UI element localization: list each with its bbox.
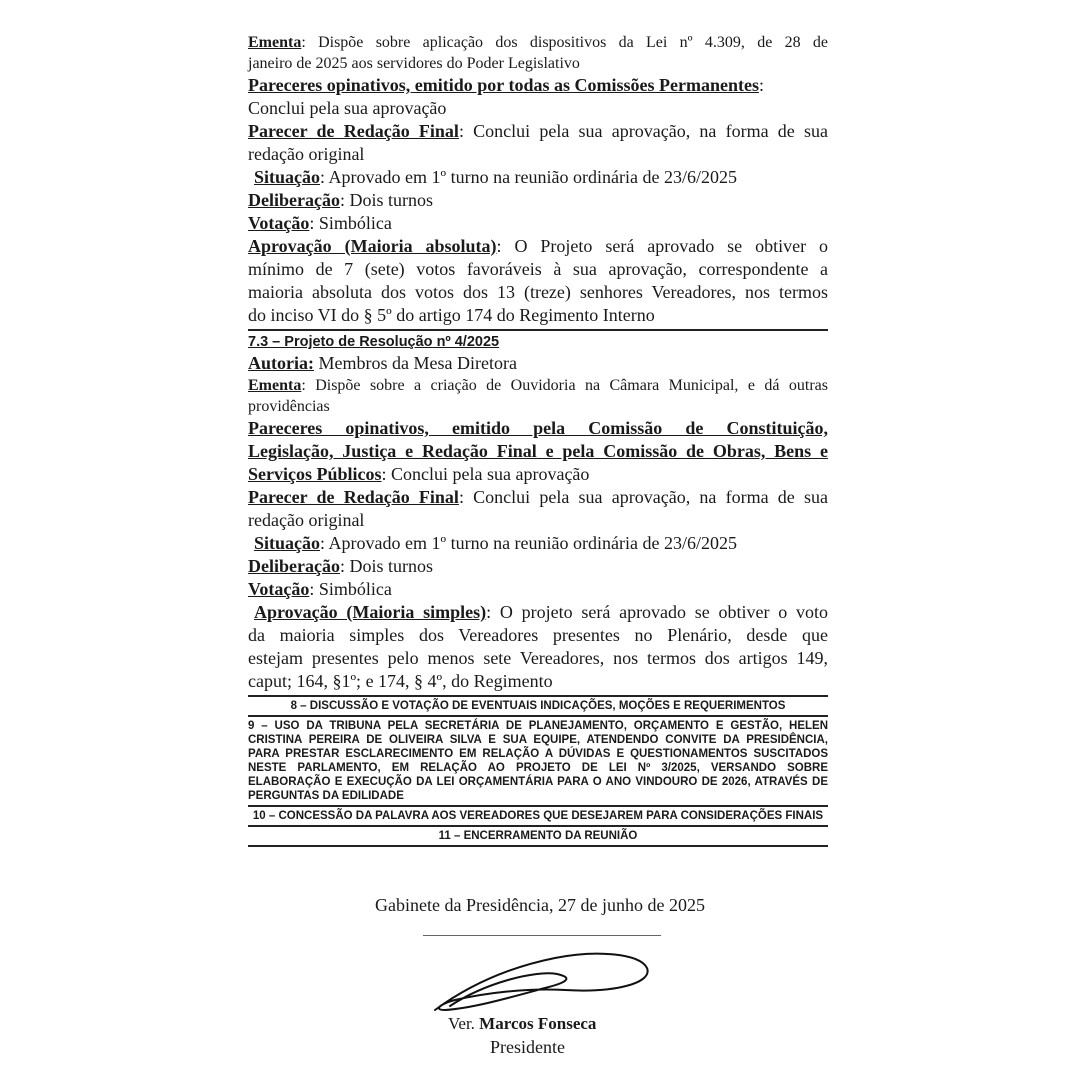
section-9-line: 9 – USO DA TRIBUNA PELA SECRETÁRIA DE PLANEJAMENTO, ORÇAMENTO E GESTÃO, HELEN	[248, 720, 828, 732]
section-9-text	[248, 719, 828, 803]
redacao-line: Parecer de Redação Final: Conclui pela sua aprovação, na forma de sua	[248, 121, 829, 141]
redacao-line: Parecer de Redação Final: Conclui pela sua aprovação, na forma de sua	[248, 487, 829, 507]
aprovacao-label: Aprovação (Maioria absoluta)	[248, 236, 497, 256]
autoria-label: Autoria:	[248, 353, 314, 373]
section-9-line: CRISTINA PEREIRA DE OLIVEIRA SILVA E SUA EQUIPE, ATENDENDO CONVITE DA PRESIDÊNCIA,	[248, 734, 828, 746]
signature-image	[425, 938, 655, 1020]
votacao-line: Votação: Simbólica	[248, 213, 392, 233]
deliberacao-label: Deliberação	[248, 190, 340, 210]
pareceres-label-2: Legislação, Justiça e Redação Final e pela Comissão de Obras, Bens e	[248, 441, 828, 461]
votacao-label: Votação	[248, 579, 310, 599]
situacao-label: Situação	[254, 167, 321, 187]
redacao-label: Parecer de Redação Final	[248, 121, 459, 141]
ementa-line: Ementa: Dispõe sobre aplicação dos dispositivos da Lei nº 4.309, de 28 de	[248, 34, 828, 51]
section-8-heading: 8 – DISCUSSÃO E VOTAÇÃO DE EVENTUAIS INDICAÇÕES, MOÇÕES E REQUERIMENTOS	[290, 700, 786, 712]
aprovacao-line-2: mínimo de 7 (sete) votos favoráveis à sua aprovação, correspondente a	[248, 259, 828, 279]
ementa-line-2: janeiro de 2025 aos servidores do Poder Legislativo	[248, 55, 580, 72]
ementa-line: Ementa: Dispõe sobre a criação de Ouvidoria na Câmara Municipal, e dá outras	[248, 377, 828, 394]
pareceres-line-3: Serviços Públicos: Conclui pela sua aprovação	[248, 464, 590, 484]
document-page	[248, 32, 828, 849]
pareceres-line: Pareceres opinativos, emitido por todas as Comissões Permanentes:	[248, 75, 764, 95]
pareceres-label-1: Pareceres opinativos, emitido pela Comissão de Constituição,	[248, 418, 828, 438]
redacao-label: Parecer de Redação Final	[248, 487, 459, 507]
aprovacao-label: Aprovação (Maioria simples)	[254, 602, 487, 622]
section-9-line: ELABORAÇÃO E EXECUÇÃO DA LEI ORÇAMENTÁRIA PARA O ANO VINDOURO DE 2026, ATRAVÉS DE	[248, 776, 828, 788]
section-9-line: PARA PRESTAR ESCLARECIMENTO EM RELAÇÃO A DÚVIDAS E QUESTIONAMENTOS SUSCITADOS	[248, 748, 828, 760]
pareceres-label-3: Serviços Públicos	[248, 464, 382, 484]
aprovacao-line-3: maioria absoluta dos votos dos 13 (treze) senhores Vereadores, nos termos	[248, 282, 828, 302]
divider	[248, 805, 828, 807]
situacao-label: Situação	[254, 533, 321, 553]
divider	[248, 845, 828, 847]
situacao-line: Situação: Aprovado em 1º turno na reunião ordinária de 23/6/2025	[254, 533, 737, 553]
divider	[248, 695, 828, 697]
situacao-line: Situação: Aprovado em 1º turno na reunião ordinária de 23/6/2025	[254, 167, 737, 187]
section-7-3-heading: 7.3 – Projeto de Resolução nº 4/2025	[248, 334, 500, 350]
section-9-line: PERGUNTAS DA EDILIDADE	[248, 790, 404, 802]
pareceres-text: Conclui pela sua aprovação	[248, 98, 447, 118]
ementa-line-2: providências	[248, 398, 330, 415]
redacao-line-2: redação original	[248, 144, 365, 164]
votacao-label: Votação	[248, 213, 310, 233]
votacao-line: Votação: Simbólica	[248, 579, 392, 599]
divider	[248, 329, 828, 331]
aprovacao-line: Aprovação (Maioria simples): O projeto será aprovado se obtiver o voto	[254, 602, 829, 622]
deliberacao-line: Deliberação: Dois turnos	[248, 556, 433, 576]
signatory-name: Ver. Marcos Fonseca	[448, 1014, 597, 1033]
signatory-role: Presidente	[490, 1037, 565, 1057]
aprovacao-line-4: do inciso VI do § 5º do artigo 174 do Regimento Interno	[248, 305, 655, 325]
deliberacao-label: Deliberação	[248, 556, 340, 576]
deliberacao-line: Deliberação: Dois turnos	[248, 190, 433, 210]
section-10-heading: 10 – CONCESSÃO DA PALAVRA AOS VEREADORES QUE DESEJAREM PARA CONSIDERAÇÕES FINAIS	[252, 810, 824, 822]
section-9-line: NESTE PARLAMENTO, EM RELAÇÃO AO PROJETO DE LEI Nº 3/2025, VERSANDO SOBRE	[248, 762, 828, 774]
redacao-line-2: redação original	[248, 510, 365, 530]
divider	[248, 715, 828, 717]
pareceres-label: Pareceres opinativos, emitido por todas as Comissões Permanentes	[248, 75, 759, 95]
section-11-heading: 11 – ENCERRAMENTO DA REUNIÃO	[438, 830, 638, 842]
divider	[248, 825, 828, 827]
ementa-label: Ementa	[248, 34, 302, 51]
place-date: Gabinete da Presidência, 27 de junho de 2025	[375, 895, 705, 915]
aprovacao-line-2: da maioria simples dos Vereadores presentes no Plenário, desde que	[248, 625, 828, 645]
ementa-label: Ementa	[248, 377, 302, 394]
signature-line	[423, 935, 661, 936]
autoria-line: Autoria: Membros da Mesa Diretora	[248, 353, 517, 373]
aprovacao-line-4: caput; 164, §1º; e 174, § 4º, do Regimento	[248, 671, 553, 691]
aprovacao-line: Aprovação (Maioria absoluta): O Projeto será aprovado se obtiver o	[248, 236, 828, 256]
aprovacao-line-3: estejam presentes pelo menos sete Vereadores, nos termos dos artigos 149,	[248, 648, 828, 668]
